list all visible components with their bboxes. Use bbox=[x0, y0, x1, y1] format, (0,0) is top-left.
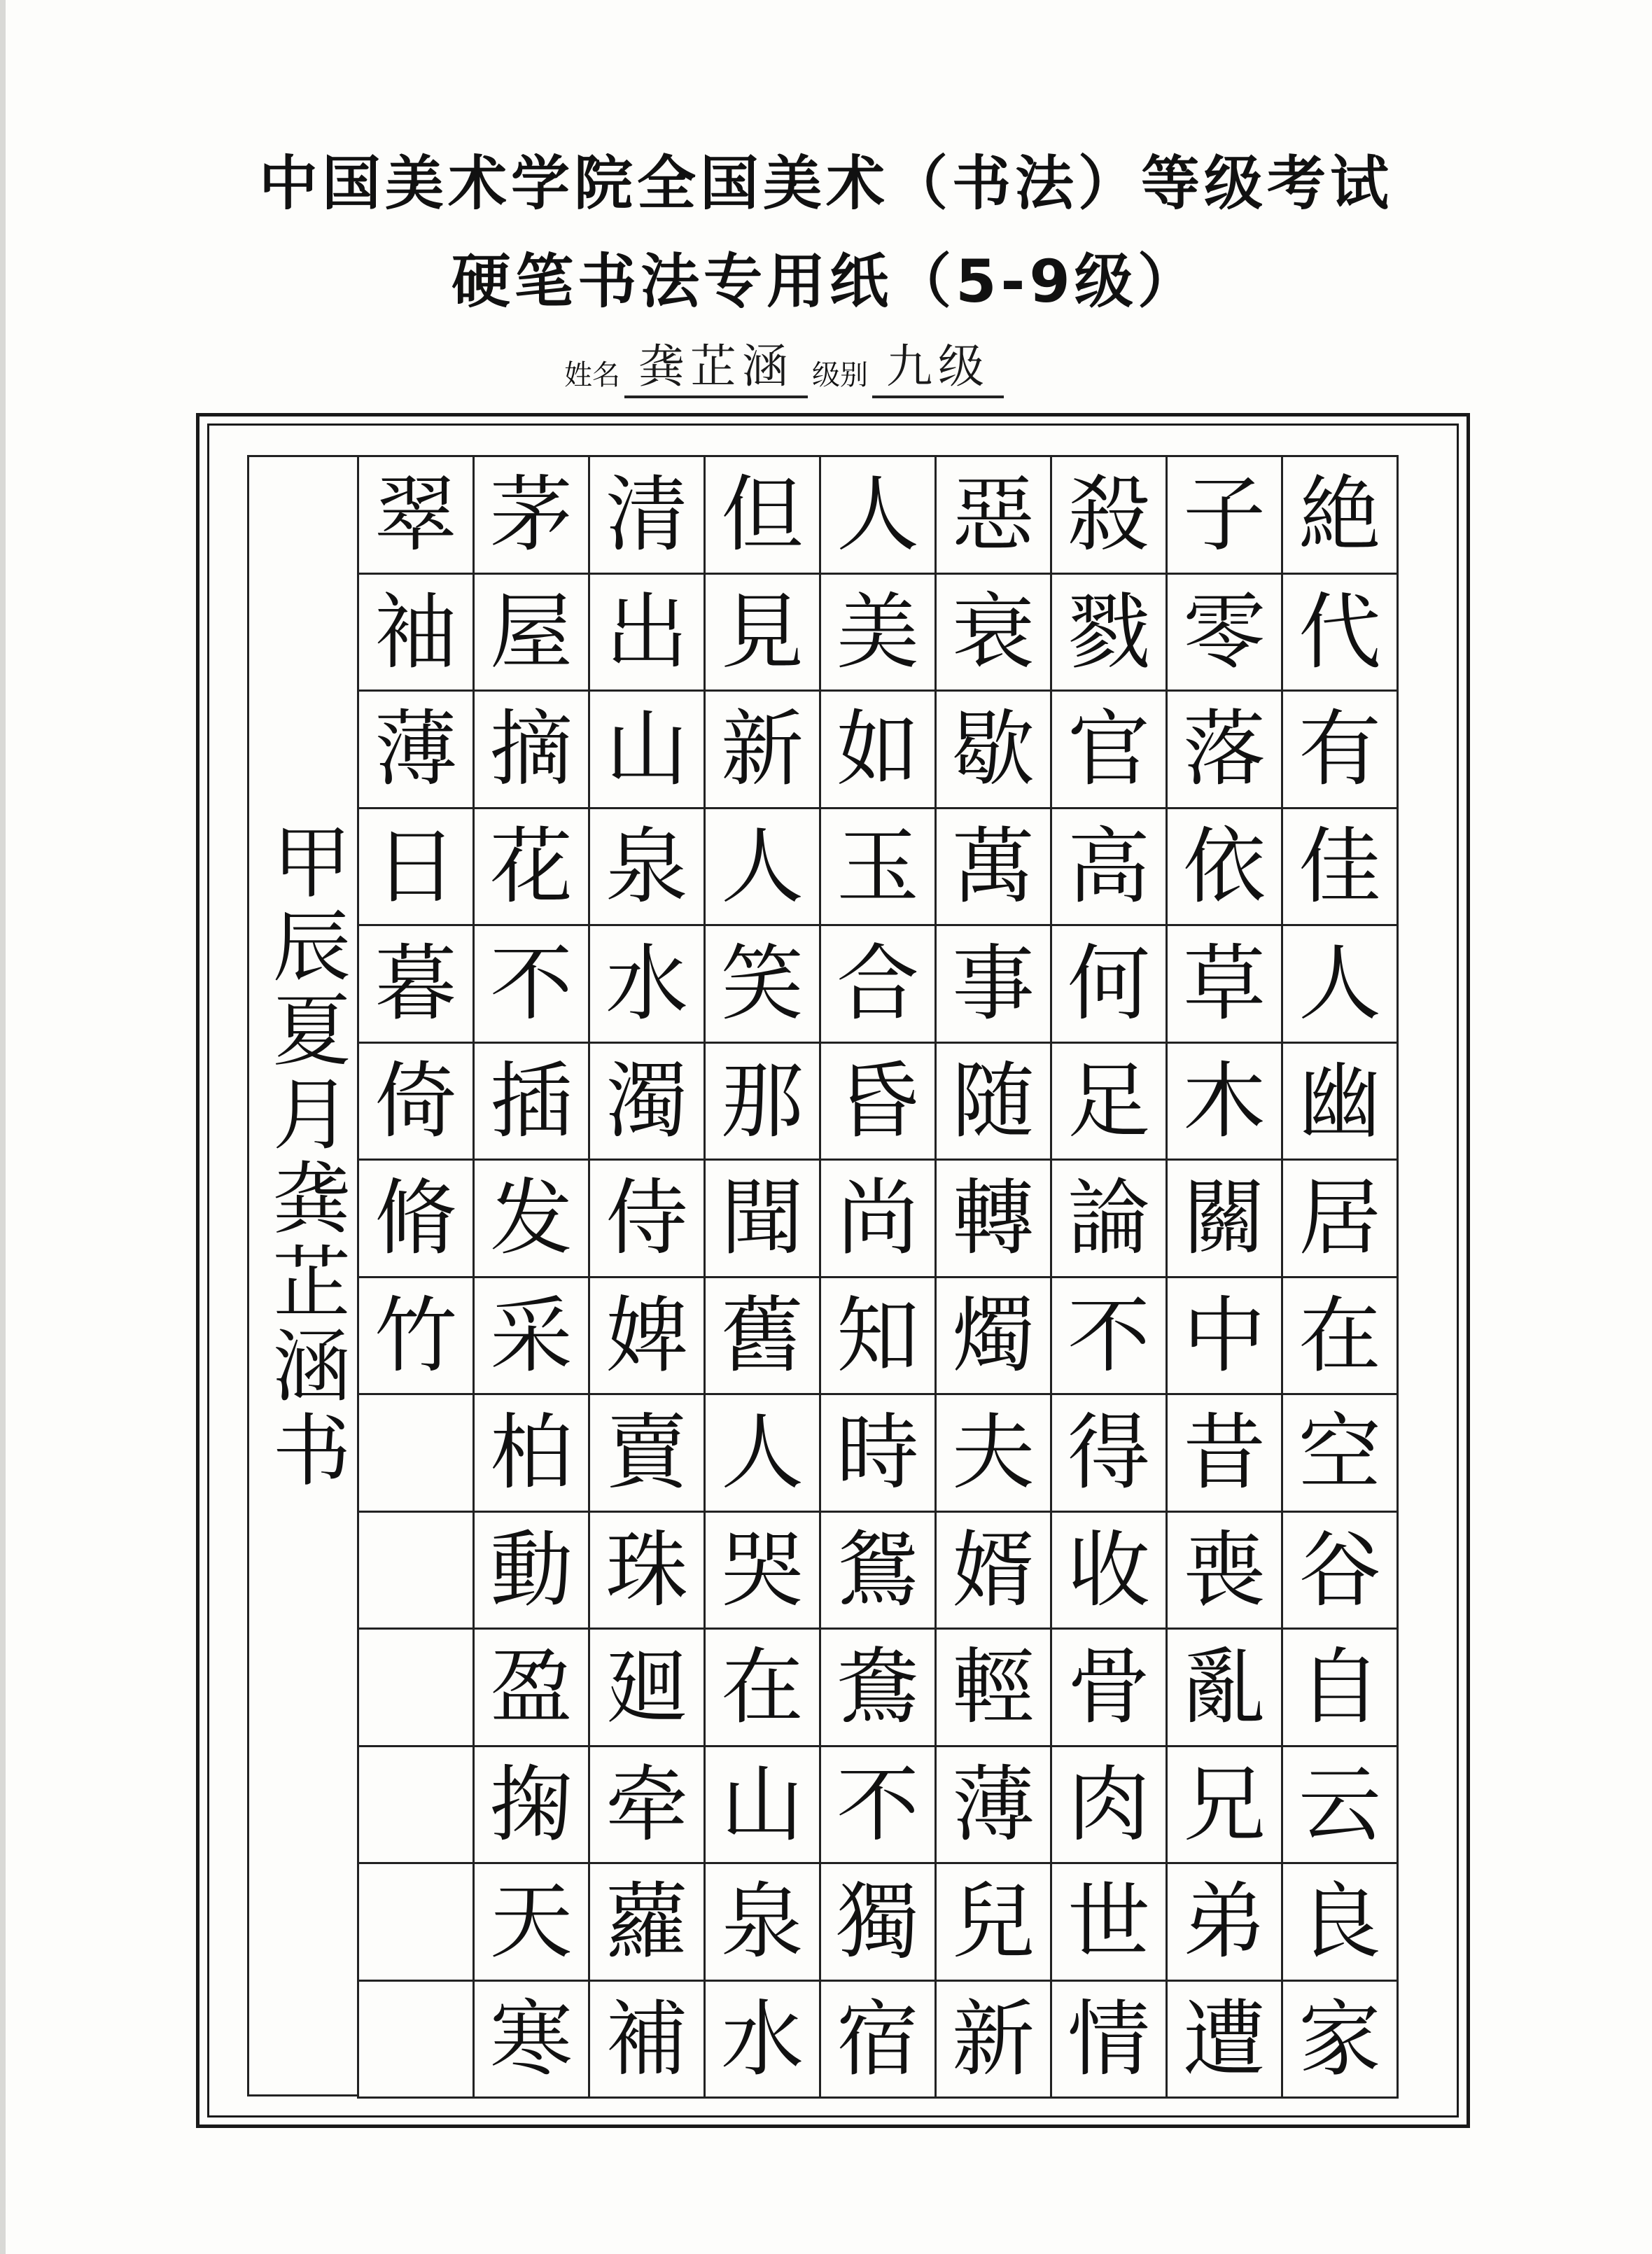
grid-cell: 濁 bbox=[590, 1044, 706, 1161]
grid-cell: 泉 bbox=[590, 809, 706, 927]
grid-cell: 日 bbox=[359, 809, 475, 927]
grid-cell: 暮 bbox=[359, 926, 475, 1044]
grid-cell bbox=[359, 1864, 475, 1982]
grid-cell: 情 bbox=[1052, 1982, 1168, 2099]
grid-cell: 代 bbox=[1283, 575, 1399, 692]
grid-cell: 薄 bbox=[359, 692, 475, 809]
grid-cell: 合 bbox=[821, 926, 937, 1044]
grid-cell: 時 bbox=[821, 1395, 937, 1513]
grid-cell: 采 bbox=[475, 1278, 590, 1396]
grid-cell: 亂 bbox=[1168, 1630, 1283, 1747]
grid-cell: 肉 bbox=[1052, 1747, 1168, 1865]
grid-cell: 歇 bbox=[937, 692, 1052, 809]
grid-cell: 屋 bbox=[475, 575, 590, 692]
grid-cell: 關 bbox=[1168, 1161, 1283, 1278]
exam-title: 中国美术学院全国美术（书法）等级考试 bbox=[258, 149, 1393, 218]
grid-cell: 兒 bbox=[937, 1864, 1052, 1982]
grid-cell: 木 bbox=[1168, 1044, 1283, 1161]
grid-cell: 草 bbox=[1168, 926, 1283, 1044]
grid-cell: 夫 bbox=[937, 1395, 1052, 1513]
grid-cell: 落 bbox=[1168, 692, 1283, 809]
grid-cell: 得 bbox=[1052, 1395, 1168, 1513]
grid-cell: 新 bbox=[706, 692, 821, 809]
name-label: 姓名 bbox=[564, 359, 620, 391]
grid-cell: 袖 bbox=[359, 575, 475, 692]
grid-cell: 不 bbox=[821, 1747, 937, 1865]
grid-cell: 宿 bbox=[821, 1982, 937, 2099]
level-value: 九级 bbox=[872, 329, 1004, 398]
grid-cell: 人 bbox=[706, 1395, 821, 1513]
grid-cell bbox=[359, 1513, 475, 1630]
grid-cell: 世 bbox=[1052, 1864, 1168, 1982]
inscription-text: 甲辰夏月龚芷涵书 bbox=[260, 821, 351, 1493]
grid-cell: 中 bbox=[1168, 1278, 1283, 1396]
grid-cell: 足 bbox=[1052, 1044, 1168, 1161]
grid-cell: 子 bbox=[1168, 457, 1283, 575]
grid-cell: 出 bbox=[590, 575, 706, 692]
grid-cell: 收 bbox=[1052, 1513, 1168, 1630]
grid-cell: 婢 bbox=[590, 1278, 706, 1396]
grid-cell: 摘 bbox=[475, 692, 590, 809]
grid-cell bbox=[359, 1630, 475, 1747]
grid-cell: 竹 bbox=[359, 1278, 475, 1396]
grid-cell: 佳 bbox=[1283, 809, 1399, 927]
grid-cell: 盈 bbox=[475, 1630, 590, 1747]
grid-cell: 天 bbox=[475, 1864, 590, 1982]
grid-cell: 翠 bbox=[359, 457, 475, 575]
candidate-info bbox=[560, 329, 1004, 398]
grid-cell: 云 bbox=[1283, 1747, 1399, 1865]
grid-cell: 骨 bbox=[1052, 1630, 1168, 1747]
grid-cell: 笑 bbox=[706, 926, 821, 1044]
grid-cell: 高 bbox=[1052, 809, 1168, 927]
page-edge bbox=[0, 0, 6, 2254]
grid-cell: 燭 bbox=[937, 1278, 1052, 1396]
grid-cell: 牵 bbox=[590, 1747, 706, 1865]
grid-cell: 柏 bbox=[475, 1395, 590, 1513]
grid-cell: 補 bbox=[590, 1982, 706, 2099]
grid-cell: 零 bbox=[1168, 575, 1283, 692]
grid-cell: 聞 bbox=[706, 1161, 821, 1278]
grid-cell: 舊 bbox=[706, 1278, 821, 1396]
grid-cell: 不 bbox=[475, 926, 590, 1044]
grid-cell: 昔 bbox=[1168, 1395, 1283, 1513]
grid-cell bbox=[359, 1395, 475, 1513]
grid-cell: 惡 bbox=[937, 457, 1052, 575]
grid-cell: 不 bbox=[1052, 1278, 1168, 1396]
grid-cell: 泉 bbox=[706, 1864, 821, 1982]
grid-cell: 良 bbox=[1283, 1864, 1399, 1982]
grid-cell bbox=[359, 1982, 475, 2099]
grid-cell: 有 bbox=[1283, 692, 1399, 809]
grid-cell: 絶 bbox=[1283, 457, 1399, 575]
grid-cell: 掬 bbox=[475, 1747, 590, 1865]
grid-cell: 何 bbox=[1052, 926, 1168, 1044]
inscription-column bbox=[247, 455, 359, 2096]
grid-cell: 喪 bbox=[1168, 1513, 1283, 1630]
grid-cell: 人 bbox=[706, 809, 821, 927]
grid-cell: 发 bbox=[475, 1161, 590, 1278]
grid-cell: 廻 bbox=[590, 1630, 706, 1747]
grid-cell: 見 bbox=[706, 575, 821, 692]
grid-cell: 新 bbox=[937, 1982, 1052, 2099]
grid-cell: 如 bbox=[821, 692, 937, 809]
grid-cell: 輕 bbox=[937, 1630, 1052, 1747]
grid-cell: 戮 bbox=[1052, 575, 1168, 692]
grid-cell: 侍 bbox=[590, 1161, 706, 1278]
grid-cell: 寒 bbox=[475, 1982, 590, 2099]
name-value: 龚芷涵 bbox=[624, 329, 808, 398]
grid-cell: 空 bbox=[1283, 1395, 1399, 1513]
grid-cell: 居 bbox=[1283, 1161, 1399, 1278]
grid-cell: 清 bbox=[590, 457, 706, 575]
grid-cell: 昏 bbox=[821, 1044, 937, 1161]
grid-cell: 論 bbox=[1052, 1161, 1168, 1278]
grid-cell: 花 bbox=[475, 809, 590, 927]
level-label: 级别 bbox=[812, 359, 868, 391]
grid-cell: 鴦 bbox=[821, 1630, 937, 1747]
grid-cell: 在 bbox=[1283, 1278, 1399, 1396]
grid-cell: 獨 bbox=[821, 1864, 937, 1982]
grid-cell: 珠 bbox=[590, 1513, 706, 1630]
grid-cell: 弟 bbox=[1168, 1864, 1283, 1982]
grid-cell: 殺 bbox=[1052, 457, 1168, 575]
calligraphy-grid bbox=[357, 455, 1399, 2099]
grid-cell: 薄 bbox=[937, 1747, 1052, 1865]
grid-cell: 倚 bbox=[359, 1044, 475, 1161]
grid-cell: 事 bbox=[937, 926, 1052, 1044]
grid-cell: 山 bbox=[706, 1747, 821, 1865]
grid-cell: 轉 bbox=[937, 1161, 1052, 1278]
grid-cell: 蘿 bbox=[590, 1864, 706, 1982]
grid-cell: 自 bbox=[1283, 1630, 1399, 1747]
grid-cell: 玉 bbox=[821, 809, 937, 927]
paper-subtitle: 硬笔书法专用纸（5-9级） bbox=[451, 247, 1200, 316]
grid-cell: 賣 bbox=[590, 1395, 706, 1513]
grid-cell: 脩 bbox=[359, 1161, 475, 1278]
grid-cell: 尚 bbox=[821, 1161, 937, 1278]
grid-cell: 依 bbox=[1168, 809, 1283, 927]
grid-cell: 插 bbox=[475, 1044, 590, 1161]
grid-cell: 谷 bbox=[1283, 1513, 1399, 1630]
grid-cell: 婿 bbox=[937, 1513, 1052, 1630]
grid-cell: 知 bbox=[821, 1278, 937, 1396]
grid-cell: 萬 bbox=[937, 809, 1052, 927]
grid-cell: 遭 bbox=[1168, 1982, 1283, 2099]
grid-cell: 動 bbox=[475, 1513, 590, 1630]
grid-cell: 山 bbox=[590, 692, 706, 809]
grid-cell: 但 bbox=[706, 457, 821, 575]
grid-cell: 在 bbox=[706, 1630, 821, 1747]
grid-cell: 鴛 bbox=[821, 1513, 937, 1630]
grid-cell: 那 bbox=[706, 1044, 821, 1161]
grid-cell: 水 bbox=[706, 1982, 821, 2099]
grid-cell: 水 bbox=[590, 926, 706, 1044]
grid-cell: 兄 bbox=[1168, 1747, 1283, 1865]
grid-cell: 随 bbox=[937, 1044, 1052, 1161]
grid-cell: 人 bbox=[821, 457, 937, 575]
grid-cell: 幽 bbox=[1283, 1044, 1399, 1161]
grid-cell: 人 bbox=[1283, 926, 1399, 1044]
grid-cell: 茅 bbox=[475, 457, 590, 575]
grid-cell: 美 bbox=[821, 575, 937, 692]
grid-cell: 哭 bbox=[706, 1513, 821, 1630]
grid-cell: 衰 bbox=[937, 575, 1052, 692]
grid-cell bbox=[359, 1747, 475, 1865]
grid-cell: 家 bbox=[1283, 1982, 1399, 2099]
grid-cell: 官 bbox=[1052, 692, 1168, 809]
